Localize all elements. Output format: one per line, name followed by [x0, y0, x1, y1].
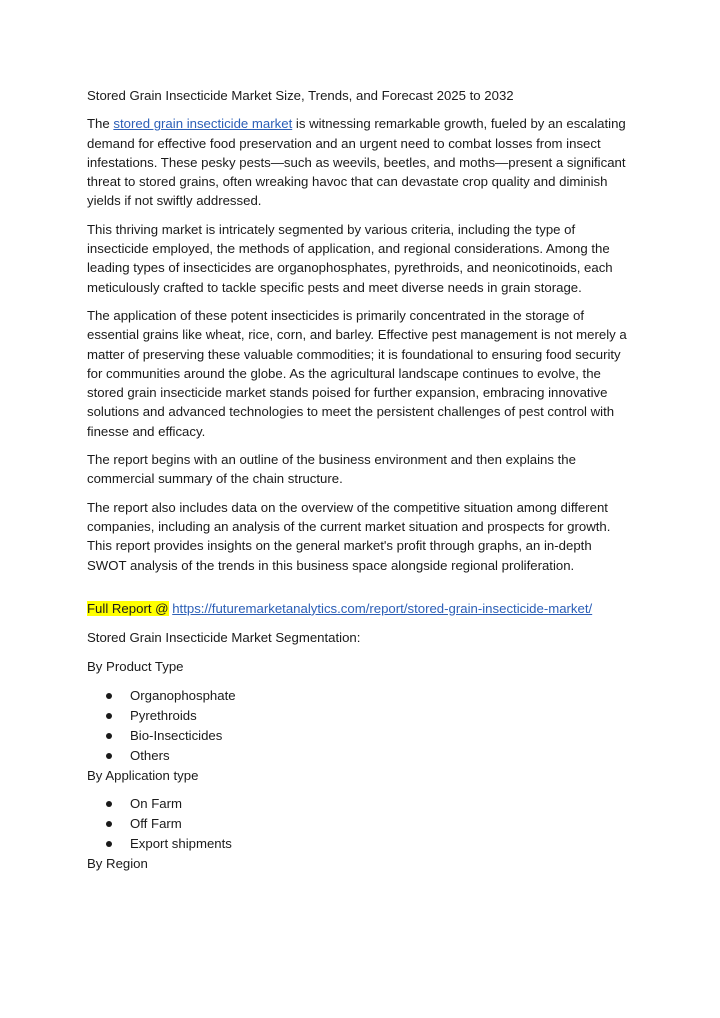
intro-suffix: is witnessing remarkable growth, fueled by an escalating demand for effective food preservation and an urgent need to combat losses from insect infestations. These pesky pests—such as weevils, beetles, and moths—present a significant threat to stored grains, often wreaking havoc that can devastate crop quality and diminish yields if not swiftly addressed. [87, 116, 626, 209]
document-title: Stored Grain Insecticide Market Size, Trends, and Forecast 2025 to 2032 [87, 88, 514, 103]
bullet-icon [106, 713, 112, 719]
paragraph-segmentation: This thriving market is intricately segmented by various criteria, including the type of insecticide employed, the methods of application, and regional considerations. Among the leading types of insecticides are organophosphates, pyrethroids, and neonicotinoids, each meticulously crafted to tackle specific pests and meet diverse needs in grain storage. [87, 221, 613, 295]
paragraph-report-competitive: The report also includes data on the overview of the competitive situation among different companies, including an analysis of the current market situation and prospects for growth. This report provides insights on the general market's profit through graphs, an in-depth SWOT analysis of the trends in this business space alongside regional proliferation. [87, 499, 611, 573]
list-item [130, 746, 627, 766]
product-type-list [87, 686, 627, 766]
intro-paragraph [87, 114, 627, 210]
list-item-label: Export shipments [130, 836, 232, 852]
list-item [130, 686, 627, 706]
list-item [130, 726, 627, 746]
document-page [87, 86, 627, 882]
bullet-icon [106, 841, 112, 847]
paragraph-application: The application of these potent insecticides is primarily concentrated in the storage of essential grains like wheat, rice, corn, and barley. Effective pest management is not merely a matter of preserving these valuable commodities; it is foundational to ensuring food security for communities around the globe. As the agricultural landscape continues to evolve, the stored grain insecticide market stands poised for further expansion, embracing innovative solutions and advanced technologies to meet the persistent challenges of pest control with finesse and efficacy. [87, 307, 627, 439]
list-item-label: Organophosphate [130, 687, 236, 703]
paragraph-report-outline: The report begins with an outline of the business environment and then explains the commercial summary of the chain structure. [87, 452, 576, 487]
application-type-list [87, 794, 627, 854]
product-type-heading: By Product Type [87, 659, 184, 675]
bullet-icon [106, 801, 112, 807]
list-item [130, 706, 627, 726]
list-item [130, 794, 627, 814]
intro-prefix: The [87, 116, 114, 132]
application-type-heading: By Application type [87, 767, 199, 783]
list-item-label: Pyrethroids [130, 707, 197, 723]
list-item-label: On Farm [130, 796, 183, 812]
bullet-icon [106, 733, 112, 739]
bullet-icon [106, 821, 112, 827]
list-item [130, 834, 627, 854]
list-item-label: Off Farm [130, 816, 182, 832]
list-item-label: Others [130, 747, 170, 763]
full-report-label: Full Report @ [87, 600, 169, 616]
full-report-line [87, 599, 627, 618]
list-item-label: Bio-Insecticides [130, 727, 223, 743]
bullet-icon [106, 693, 112, 699]
bullet-icon [106, 753, 112, 759]
market-link[interactable]: stored grain insecticide market [113, 116, 293, 132]
full-report-link[interactable]: https://futuremarketanalytics.com/report/stored-grain-insecticide-market/ [172, 600, 593, 616]
list-item [130, 814, 627, 834]
region-heading: By Region [87, 856, 148, 872]
segmentation-title: Stored Grain Insecticide Market Segmentation: [87, 630, 361, 646]
